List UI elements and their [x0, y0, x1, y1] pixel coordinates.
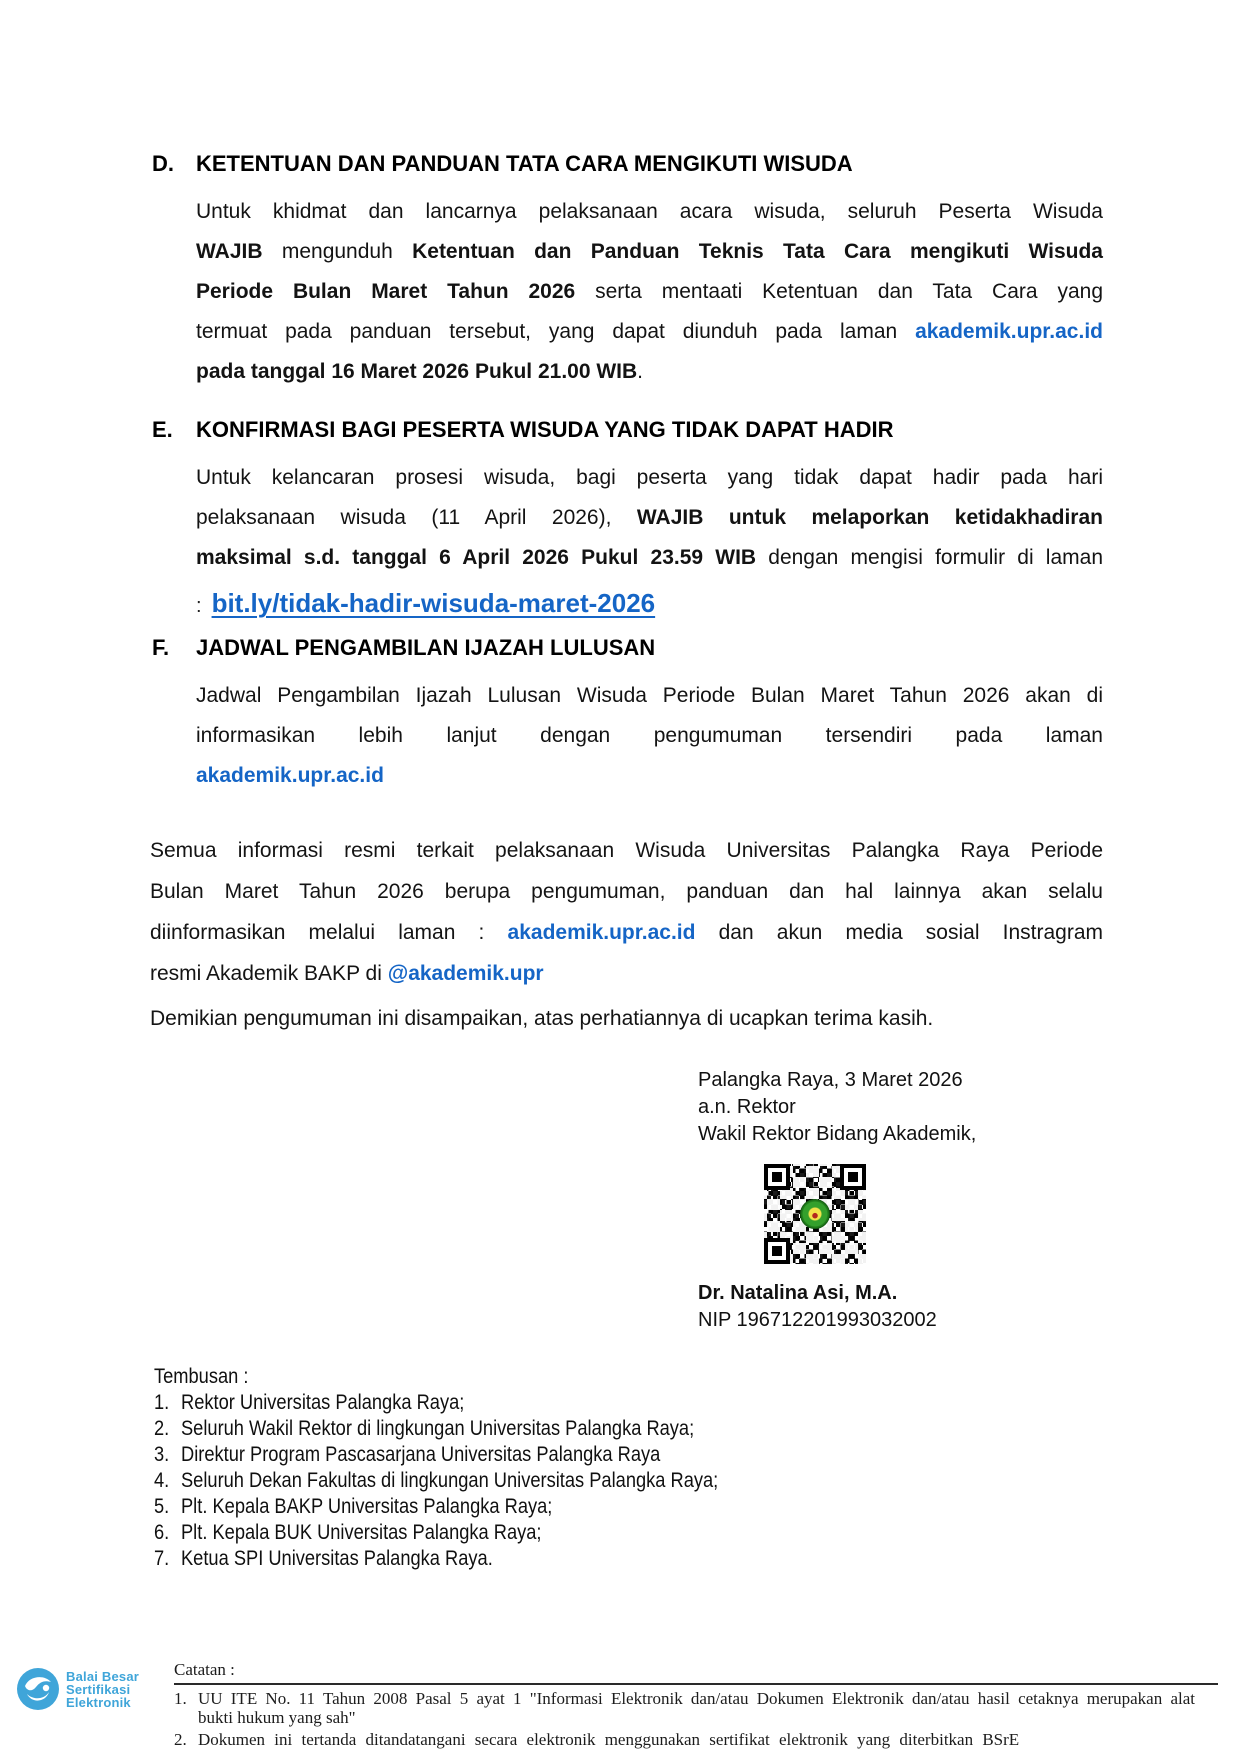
item-text: Ketua SPI Universitas Palangka Raya.	[181, 1547, 493, 1570]
paragraph-line	[150, 953, 1103, 994]
paragraph-line	[150, 871, 1103, 912]
bsre-logo-icon	[15, 1666, 61, 1712]
logo-line: Elektronik	[66, 1694, 131, 1710]
item-text: Seluruh Dekan Fakultas di lingkungan Universitas Palangka Raya;	[181, 1469, 719, 1492]
link-akademik-upr[interactable]: akademik.upr.ac.id	[507, 921, 696, 944]
text-run: Bulan Maret Tahun 2026 berupa pengumuman, panduan dan hal lainnya akan selalu	[150, 880, 1103, 903]
paragraph-line	[196, 312, 1103, 352]
text-run-bold: Ketentuan dan Panduan Teknis Tata Cara mengikuti Wisuda	[412, 240, 1103, 263]
text-run-bold: WAJIB untuk melaporkan ketidakhadiran	[636, 506, 1103, 529]
logo-line: Sertifikasi	[66, 1681, 131, 1697]
tembusan-header	[154, 1364, 1241, 1390]
tembusan-item	[154, 1520, 1241, 1546]
section-e-heading	[152, 416, 1103, 444]
text-run-bold: pada tanggal 16 Maret 2026 Pukul 21.00 WIB	[196, 360, 638, 383]
text-run-bold: Periode Bulan Maret Tahun 2026	[196, 280, 576, 303]
note-text: Dokumen ini tertanda ditandatangani secara elektronik menggunakan sertifikat elektronik yang diterbitkan BSrE	[198, 1730, 1020, 1749]
tembusan-item	[154, 1416, 1241, 1442]
section-d-heading	[152, 150, 1103, 178]
divider-line	[174, 1683, 1218, 1685]
section-f-paragraph	[196, 676, 1103, 796]
item-text: Rektor Universitas Palangka Raya;	[181, 1391, 465, 1414]
item-text: Plt. Kepala BAKP Universitas Palangka Raya;	[181, 1495, 553, 1518]
item-number: 5.	[154, 1495, 170, 1518]
note-line: UU ITE No. 11 Tahun 2008 Pasal 5 ayat 1 "Informasi Elektronik dan/atau Dokumen Elektronik dan/atau hasil cetaknya merupakan alat	[198, 1689, 1195, 1708]
paragraph-line	[196, 538, 1103, 578]
text-run: Untuk khidmat dan lancarnya pelaksanaan acara wisuda, seluruh Peserta Wisuda	[196, 200, 1103, 223]
bsre-logo	[15, 1666, 139, 1712]
text-run: serta mentaati Ketentuan dan Tata Cara yang	[575, 280, 1103, 303]
confirmation-link-row	[196, 580, 1103, 626]
paragraph-line	[196, 756, 1103, 796]
note-number: 2.	[174, 1730, 187, 1749]
link-instagram-akademik-upr[interactable]: @akademik.upr	[387, 962, 544, 985]
catatan-label: Catatan :	[174, 1660, 235, 1679]
closing-paragraph	[150, 830, 1103, 994]
text-run: pelaksanaan wisuda (11 April 2026),	[196, 506, 637, 529]
qr-finder-icon	[764, 1238, 790, 1264]
section-f-heading	[152, 634, 1103, 662]
qr-signature-code	[760, 1160, 870, 1268]
item-number: 1.	[154, 1391, 170, 1414]
link-akademik-upr[interactable]: akademik.upr.ac.id	[196, 764, 384, 787]
section-f	[152, 634, 1103, 796]
link-akademik-upr[interactable]: akademik.upr.ac.id	[915, 320, 1103, 343]
paragraph-line	[196, 458, 1103, 498]
section-e-title: KONFIRMASI BAGI PESERTA WISUDA YANG TIDAK DAPAT HADIR	[196, 417, 894, 442]
paragraph-line	[196, 676, 1103, 716]
link-bitly-tidak-hadir[interactable]: bit.ly/tidak-hadir-wisuda-maret-2026	[211, 588, 656, 618]
tembusan-item	[154, 1468, 1241, 1494]
tembusan-list	[154, 1364, 1241, 1572]
item-number: 7.	[154, 1547, 170, 1570]
text-run: dan akun media sosial Instragram	[695, 921, 1104, 944]
paragraph-line	[150, 830, 1103, 871]
section-d-label: D.	[152, 151, 174, 176]
signer-nip: NIP 196712201993032002	[698, 1309, 937, 1331]
qr-finder-icon	[840, 1164, 866, 1190]
item-number: 6.	[154, 1521, 170, 1544]
catatan-note-1	[174, 1689, 1218, 1727]
paragraph-line	[150, 998, 1103, 1039]
item-text: Plt. Kepala BUK Universitas Palangka Raya;	[181, 1521, 542, 1544]
text-run: Demikian pengumuman ini disampaikan, atas perhatiannya di ucapkan terima kasih.	[150, 1007, 934, 1030]
paragraph-line	[196, 352, 1103, 392]
catatan-note-2	[174, 1730, 1218, 1749]
signature-title: Wakil Rektor Bidang Akademik,	[698, 1123, 977, 1145]
closing-remark	[150, 998, 1103, 1039]
text-run: mengunduh	[262, 240, 413, 263]
text-run: Tembusan :	[154, 1365, 249, 1388]
paragraph-line	[196, 498, 1103, 538]
section-e-paragraph	[196, 458, 1103, 626]
section-d-paragraph	[196, 192, 1103, 392]
signature-block	[698, 1067, 1241, 1334]
signer	[698, 1280, 1241, 1334]
tembusan-item	[154, 1494, 1241, 1520]
paragraph-line	[196, 716, 1103, 756]
qr-finder-icon	[764, 1164, 790, 1190]
tembusan-item	[154, 1546, 1241, 1572]
signature-on-behalf: a.n. Rektor	[698, 1096, 796, 1118]
section-f-label: F.	[152, 635, 170, 660]
note-text	[198, 1689, 1195, 1727]
tembusan-item	[154, 1390, 1241, 1416]
bsre-logo-text	[66, 1670, 139, 1709]
text-run-bold: WAJIB	[196, 240, 263, 263]
section-f-title: JADWAL PENGAMBILAN IJAZAH LULUSAN	[196, 635, 656, 660]
item-number: 2.	[154, 1417, 170, 1440]
paragraph-line	[196, 192, 1103, 232]
text-run: termuat pada panduan tersebut, yang dapat diunduh pada laman	[196, 320, 916, 343]
text-run: Semua informasi resmi terkait pelaksanaan Wisuda Universitas Palangka Raya Periode	[150, 839, 1103, 862]
item-text: Direktur Program Pascasarjana Universitas Palangka Raya	[181, 1443, 661, 1466]
paragraph-line	[196, 272, 1103, 312]
university-seal-icon	[800, 1199, 830, 1229]
text-run: Untuk kelancaran prosesi wisuda, bagi peserta yang tidak dapat hadir pada hari	[196, 466, 1103, 489]
signer-name: Dr. Natalina Asi, M.A.	[698, 1282, 898, 1304]
section-d-title: KETENTUAN DAN PANDUAN TATA CARA MENGIKUTI WISUDA	[196, 151, 853, 176]
text-run: informasikan lebih lanjut dengan pengumuman tersendiri pada laman	[196, 724, 1103, 747]
signature-place-date: Palangka Raya, 3 Maret 2026	[698, 1069, 963, 1091]
colon: :	[196, 595, 202, 617]
text-run: .	[637, 360, 644, 383]
paragraph-line	[196, 232, 1103, 272]
item-number: 3.	[154, 1443, 170, 1466]
section-e-label: E.	[152, 417, 173, 442]
catatan-block	[174, 1660, 1218, 1749]
text-run: diinformasikan melalui laman :	[150, 921, 508, 944]
item-number: 4.	[154, 1469, 170, 1492]
text-run-bold: maksimal s.d. tanggal 6 April 2026 Pukul 23.59 WIB	[196, 546, 757, 569]
text-run: resmi Akademik BAKP di	[150, 962, 388, 985]
section-d	[152, 150, 1103, 392]
item-text: Seluruh Wakil Rektor di lingkungan Universitas Palangka Raya;	[181, 1417, 695, 1440]
text-run: Jadwal Pengambilan Ijazah Lulusan Wisuda Periode Bulan Maret Tahun 2026 akan di	[196, 684, 1103, 707]
paragraph-line	[150, 912, 1103, 953]
text-run: dengan mengisi formulir di laman	[756, 546, 1103, 569]
note-number: 1.	[174, 1689, 187, 1708]
section-e	[152, 416, 1103, 626]
tembusan-item	[154, 1442, 1241, 1468]
note-line: bukti hukum yang sah"	[198, 1708, 356, 1727]
logo-line: Balai Besar	[66, 1668, 140, 1684]
